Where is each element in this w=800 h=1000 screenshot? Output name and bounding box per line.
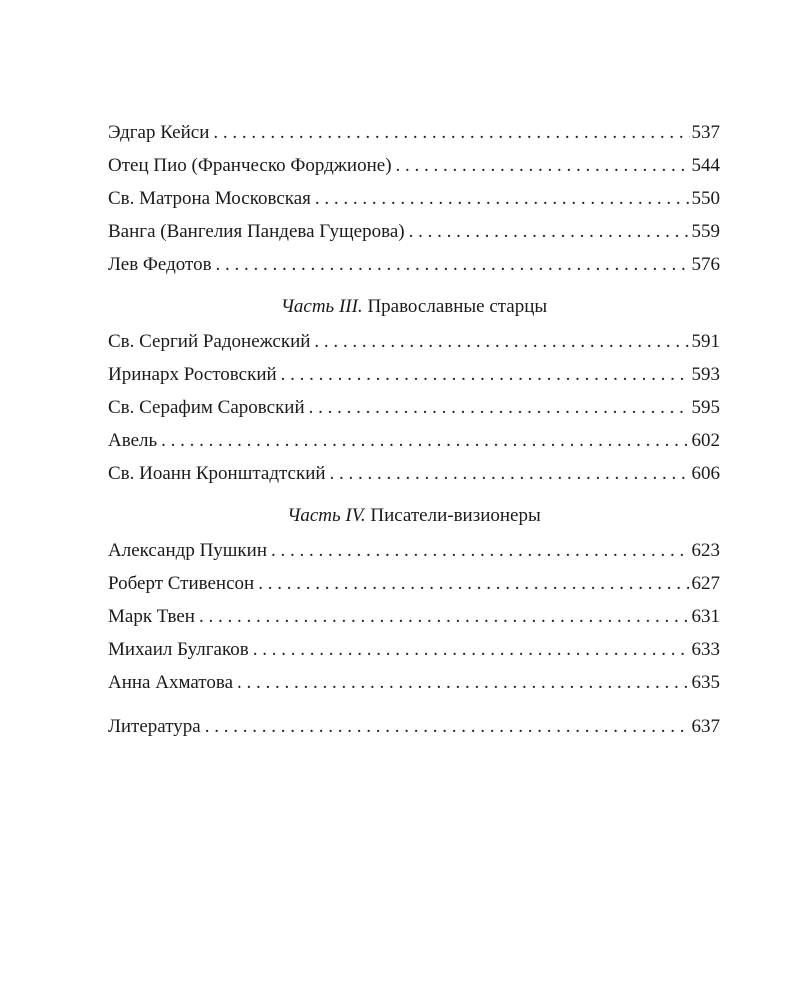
toc-entry-page: 602 [691, 430, 720, 451]
toc-entry-page: 591 [691, 331, 720, 352]
toc-entry-title: Лев Федотов [108, 254, 212, 275]
toc-entry [108, 424, 720, 457]
table-of-contents [108, 116, 720, 743]
toc-entry [108, 248, 720, 281]
toc-entry-title: Эдгар Кейси [108, 122, 210, 143]
dot-leader [281, 358, 690, 391]
toc-entry [108, 215, 720, 248]
toc-entry-page: 637 [691, 716, 720, 737]
toc-entry [108, 149, 720, 182]
toc-entry [108, 391, 720, 424]
part-title: Писатели-визионеры [370, 505, 541, 526]
dot-leader [314, 325, 689, 358]
toc-entry [108, 325, 720, 358]
toc-entry [108, 116, 720, 149]
toc-entry-page: 606 [691, 463, 720, 484]
dot-leader [271, 534, 690, 567]
part-title: Православные старцы [367, 296, 548, 317]
toc-entry-page: 633 [691, 639, 720, 660]
dot-leader [213, 116, 689, 149]
toc-entry-title: Ванга (Вангелия Пандева Гущерова) [108, 221, 405, 242]
part-label: Часть IV. [287, 505, 366, 526]
dot-leader [161, 424, 689, 457]
toc-entry [108, 567, 720, 600]
toc-entry-title: Авель [108, 430, 158, 451]
dot-leader [396, 149, 690, 182]
dot-leader [216, 248, 690, 281]
toc-entry-page: 576 [691, 254, 720, 275]
toc-entry [108, 358, 720, 391]
toc-entry [108, 457, 720, 490]
toc-entry-title: Роберт Стивенсон [108, 573, 255, 594]
toc-entry-literature [108, 710, 720, 743]
toc-entry-title: Св. Сергий Радонежский [108, 331, 311, 352]
dot-leader [409, 215, 690, 248]
toc-entry-page: 595 [691, 397, 720, 418]
toc-entry-title: Св. Матрона Московская [108, 188, 311, 209]
toc-entry-page: 623 [691, 540, 720, 561]
toc-entry [108, 666, 720, 699]
toc-entry [108, 182, 720, 215]
part-heading-4 [108, 490, 720, 533]
toc-entry-title: Св. Иоанн Кронштадтский [108, 463, 326, 484]
toc-entry-title: Анна Ахматова [108, 672, 234, 693]
dot-leader [205, 710, 690, 743]
toc-entry-page: 559 [691, 221, 720, 242]
toc-entry-title: Александр Пушкин [108, 540, 267, 561]
toc-entry-page: 544 [691, 155, 720, 176]
toc-entry-page: 550 [691, 188, 720, 209]
dot-leader [258, 567, 689, 600]
toc-entry-page: 627 [691, 573, 720, 594]
toc-entry-title: Литература [108, 716, 201, 737]
dot-leader [199, 600, 690, 633]
part-heading-3 [108, 281, 720, 324]
dot-leader [330, 457, 690, 490]
toc-entry-title: Св. Серафим Саровский [108, 397, 305, 418]
dot-leader [237, 666, 689, 699]
dot-leader [315, 182, 690, 215]
toc-entry-title: Михаил Булгаков [108, 639, 249, 660]
toc-entry-page: 635 [691, 672, 720, 693]
toc-entry-page: 631 [691, 606, 720, 627]
toc-entry-page: 537 [691, 122, 720, 143]
toc-entry [108, 534, 720, 567]
dot-leader [253, 633, 690, 666]
part-label: Часть III. [280, 296, 363, 317]
toc-entry-page: 593 [691, 364, 720, 385]
dot-leader [309, 391, 690, 424]
toc-entry-title: Марк Твен [108, 606, 195, 627]
toc-entry-title: Отец Пио (Франческо Форджионе) [108, 155, 392, 176]
section-spacer [108, 699, 720, 710]
toc-entry [108, 600, 720, 633]
toc-entry-title: Иринарх Ростовский [108, 364, 277, 385]
toc-entry [108, 633, 720, 666]
